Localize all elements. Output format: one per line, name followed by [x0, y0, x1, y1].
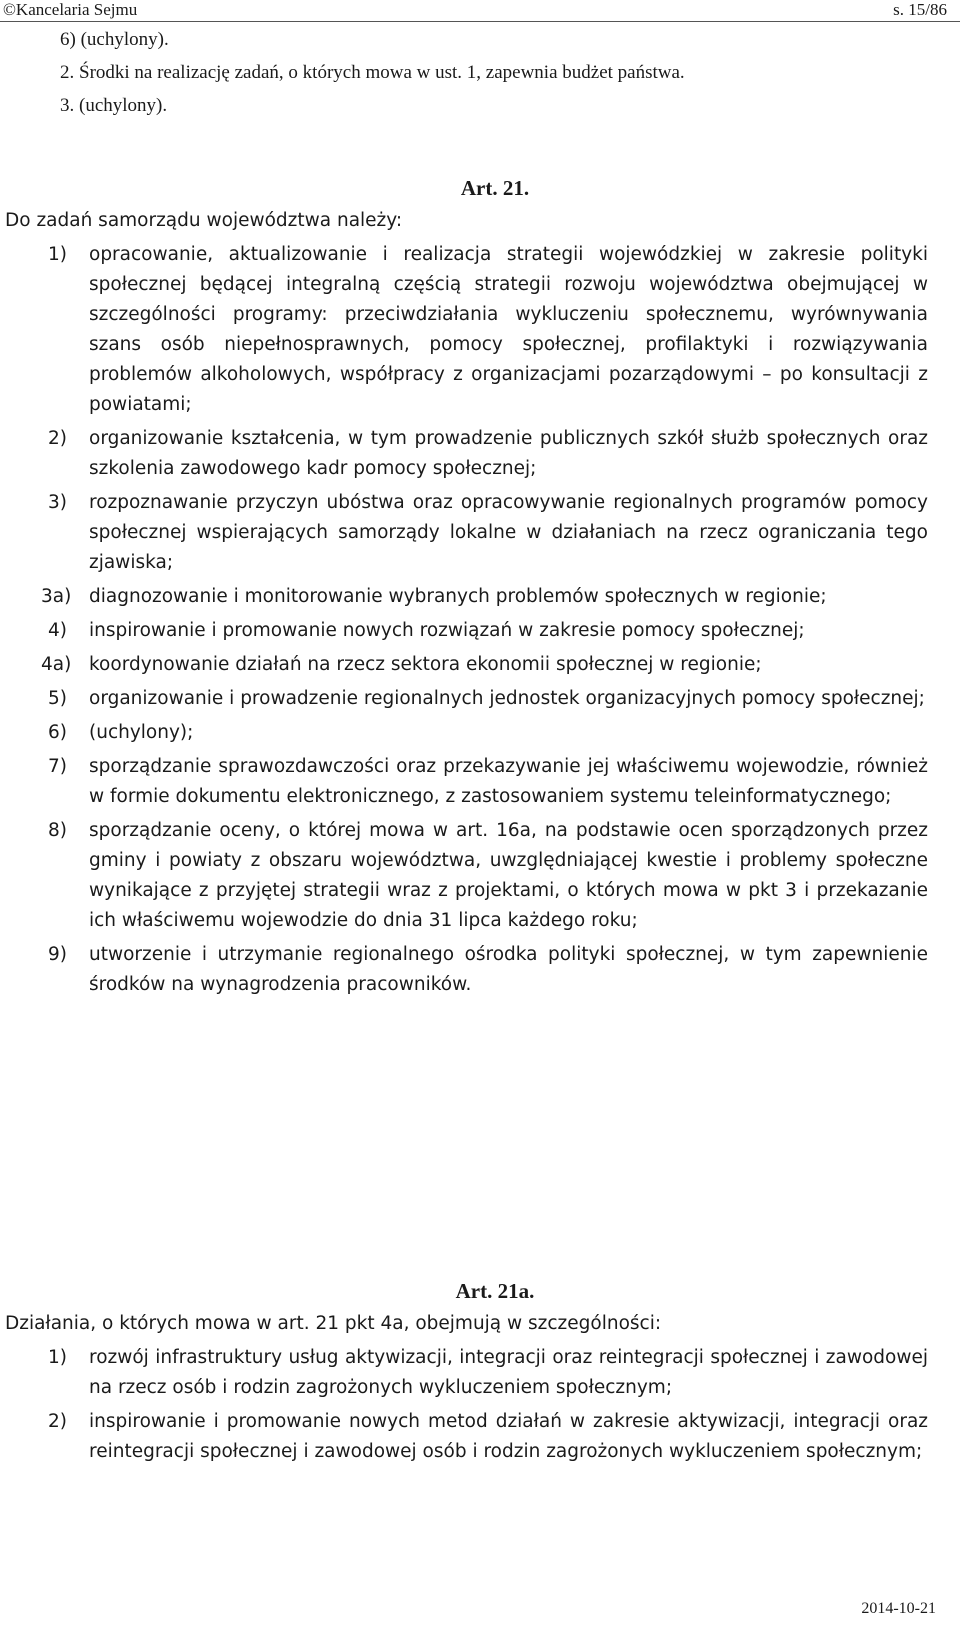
list-item: 8) sporządzanie oceny, o której mowa w art. 16a, na podstawie ocen sporządzonych przez gminy i powiaty z obszaru województwa, uwzględniającej kwestie i problemy społeczne wynikające z przyjętej strategii wraz z projektami, o których mowa w pkt 3 i przekazanie ich właściwemu wojewodzie do dnia 31 lipca każdego roku;	[48, 820, 928, 931]
header-page-number: s. 15/86	[893, 0, 947, 19]
list-item: 3) rozpoznawanie przyczyn ubóstwa oraz opracowywanie regionalnych programów pomocy społecznej wspierających samorządy lokalne w działaniach na rzecz ograniczania tego zjawiska;	[48, 492, 928, 573]
list-item: 6) (uchylony);	[48, 722, 194, 743]
header-divider	[0, 21, 960, 22]
footer-date: 2014-10-21	[861, 1600, 936, 1617]
paragraph-uchylony-6: 6) (uchylony).	[60, 29, 169, 50]
article-21-list	[41, 240, 928, 1004]
article-21-intro: Do zadań samorządu województwa należy:	[5, 210, 403, 231]
list-item: 7) sporządzanie sprawozdawczości oraz przekazywanie jej właściwemu wojewodzie, również w formie dokumentu elektronicznego, z zastosowaniem systemu teleinformatycznego;	[48, 756, 928, 807]
list-item: 1) opracowanie, aktualizowanie i realizacja strategii wojewódzkiej w zakresie polityki społecznej będącej integralną częścią strategii rozwoju województwa obejmującej w szczególności programy: przeciwdziałania wykluczeniu społecznemu, wyrównywania szans osób niepełnosprawnych, pomocy społecznej, profilaktyki i rozwiązywania problemów alkoholowych, współpracy z organizacjami pozarządowymi – po konsultacji z powiatami;	[48, 244, 928, 415]
article-21a-intro: Działania, o których mowa w art. 21 pkt 4a, obejmują w szczególności:	[5, 1313, 662, 1334]
list-item: 2) inspirowanie i promowanie nowych metod działań w zakresie aktywizacji, integracji oraz reintegracji społecznej i zawodowej osób i rodzin zagrożonych wykluczeniem społecznym;	[48, 1411, 928, 1462]
article-21-heading: Art. 21.	[460, 176, 530, 200]
list-item: 2) organizowanie kształcenia, w tym prowadzenie publicznych szkół służb społecznych oraz szkolenia zawodowego kadr pomocy społecznej;	[48, 428, 928, 479]
list-item: 9) utworzenie i utrzymanie regionalnego ośrodka polityki społecznej, w tym zapewnienie środków na wynagrodzenia pracowników.	[48, 944, 928, 995]
list-item: 3a) diagnozowanie i monitorowanie wybranych problemów społecznych w regionie;	[41, 586, 827, 607]
list-item: 4a) koordynowanie działań na rzecz sektora ekonomii społecznej w regionie;	[41, 654, 762, 675]
article-21a-list	[48, 1343, 928, 1471]
paragraph-ust-2: 2. Środki na realizację zadań, o których mowa w ust. 1, zapewnia budżet państwa.	[60, 62, 685, 83]
list-item: 4) inspirowanie i promowanie nowych rozwiązań w zakresie pomocy społecznej;	[48, 620, 805, 641]
paragraph-ust-3: 3. (uchylony).	[60, 95, 168, 116]
list-item: 1) rozwój infrastruktury usług aktywizacji, integracji oraz reintegracji społecznej i zawodowej na rzecz osób i rodzin zagrożonych wykluczeniem społecznym;	[48, 1347, 928, 1398]
header-copyright: ©Kancelaria Sejmu	[3, 0, 138, 19]
page-header	[0, 0, 960, 22]
article-21a-heading: Art. 21a.	[455, 1279, 535, 1303]
top-block	[60, 26, 920, 125]
list-item: 5) organizowanie i prowadzenie regionalnych jednostek organizacyjnych pomocy społecznej;	[48, 688, 925, 709]
